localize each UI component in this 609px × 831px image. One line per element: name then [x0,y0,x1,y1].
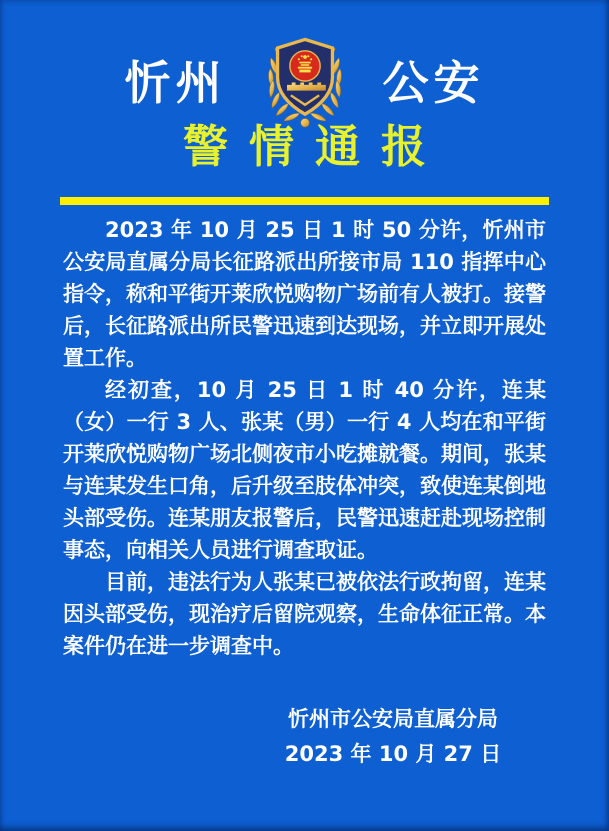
paragraph-2: 经初查，10 月 25 日 1 时 40 分许，连某（女）一行 3 人、张某（男）一行 4 人均在和平街开莱欣悦购物广场北侧夜市小吃摊就餐。期间，张某与连某发生口角，后升级至肢体冲突，致使连某倒地头部受伤。连某朋友报警后，民警迅速赶赴现场控制事态，向相关人员进行调查取证。 [63,378,546,562]
signature-date: 2023 年 10 月 27 日 [284,742,502,766]
paragraph-1: 2023 年 10 月 25 日 1 时 50 分许，忻州市公安局直属分局长征路派出所接市局 110 指挥中心指令，称和平街开莱欣悦购物广场前有人被打。接警后，长征路派出所民警迅速到达现场，并立即开展处置工作。 [63,218,546,370]
signature-block [279,702,507,772]
paragraph-3: 目前，违法行为人张某已被依法行政拘留，连某因头部受伤，现治疗后留院观察，生命体征正常。本案件仍在进一步调查中。 [63,570,546,658]
notice-body [63,214,546,662]
notice-title: 警情通报 [182,120,447,173]
signature-org: 忻州市公安局直属分局 [288,707,498,731]
header-left-text: 忻州 [124,56,227,110]
title-underline-bar [60,197,549,205]
header-right-text: 公安 [382,56,485,110]
